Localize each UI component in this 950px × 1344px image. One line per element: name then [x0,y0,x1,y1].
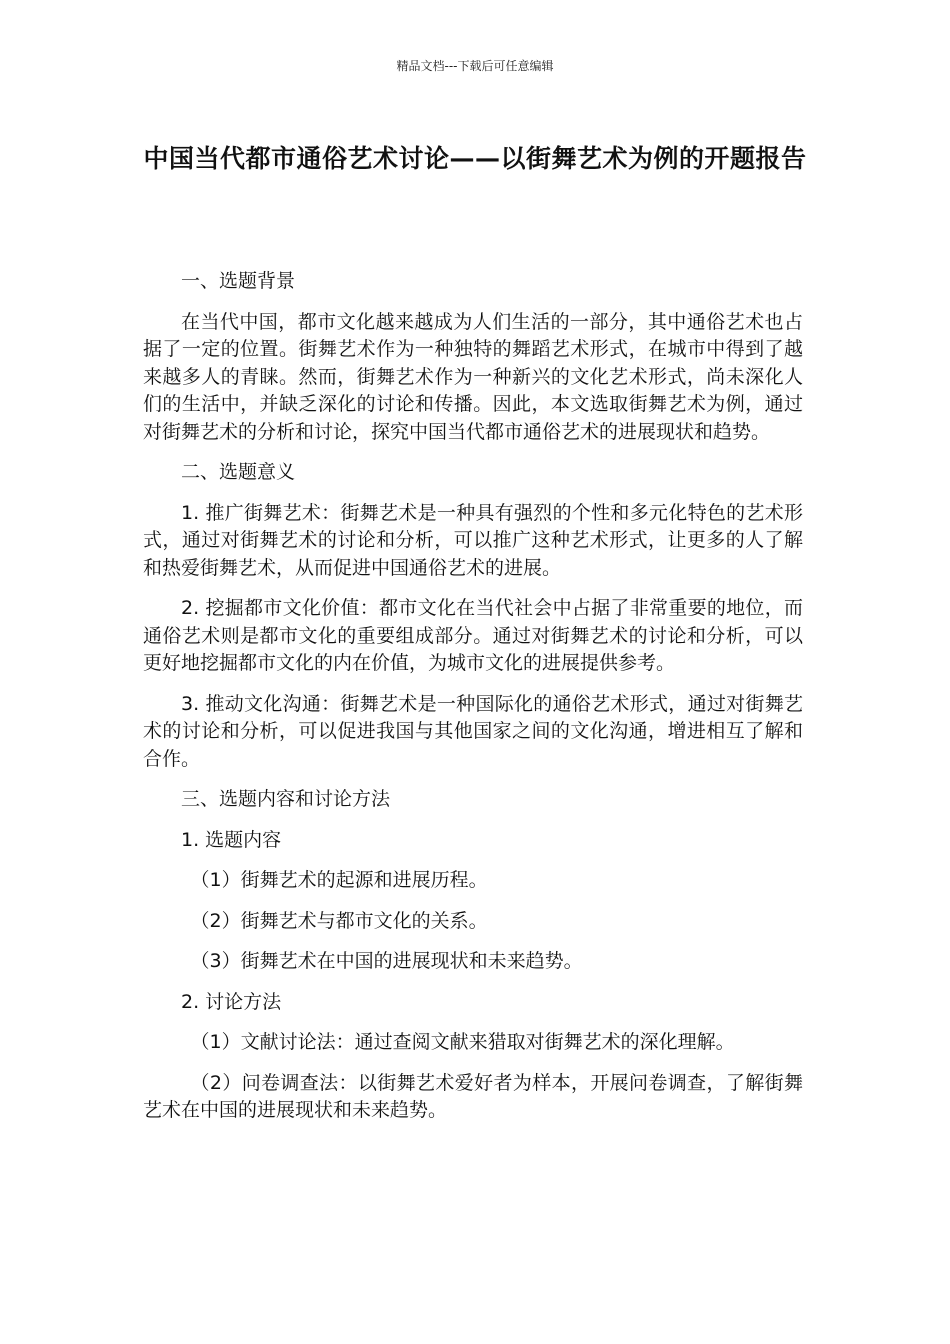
list-item-content-3: （3）街舞艺术在中国的进展现状和未来趋势。 [190,950,583,972]
section-heading-background: 一、选题背景 [181,270,296,292]
paragraph-significance-1: 1. 推广街舞艺术：街舞艺术是一种具有强烈的个性和多元化特色的艺术形式，通过对街舞艺术的讨论和分析，可以推广这种艺术形式，让更多的人了解和热爱街舞艺术，从而促进中国通俗艺术的进展。 [143,501,803,579]
paragraph-significance-3: 3. 推动文化沟通：街舞艺术是一种国际化的通俗艺术形式，通过对街舞艺术的讨论和分析，可以促进我国与其他国家之间的文化沟通，增进相互了解和合作。 [143,692,803,770]
section-heading-significance: 二、选题意义 [181,461,296,483]
subheading-methods: 2. 讨论方法 [181,990,282,1013]
list-item-content-1: （1）街舞艺术的起源和进展历程。 [190,869,488,891]
document-body [143,268,803,1138]
subheading-content: 1. 选题内容 [181,828,282,851]
list-item-content-2: （2）街舞艺术与都市文化的关系。 [190,909,488,932]
list-item-method-1: （1）文献讨论法：通过查阅文献来猎取对街舞艺术的深化理解。 [190,1031,735,1053]
section-heading-content-methods: 三、选题内容和讨论方法 [181,788,391,810]
list-item-method-2: （2）问卷调查法：以街舞艺术爱好者为样本，开展问卷调查，了解街舞艺术在中国的进展现状和未来趋势。 [143,1071,803,1121]
paragraph-background: 在当代中国，都市文化越来越成为人们生活的一部分，其中通俗艺术也占据了一定的位置。街舞艺术作为一种独特的舞蹈艺术形式，在城市中得到了越来越多人的青睐。然而，街舞艺术作为一种新兴的文化艺术形式，尚未深化人们的生活中，并缺乏深化的讨论和传播。因此，本文选取街舞艺术为例，通过对街舞艺术的分析和讨论，探究中国当代都市通俗艺术的进展现状和趋势。 [143,310,803,443]
paragraph-significance-2: 2. 挖掘都市文化价值：都市文化在当代社会中占据了非常重要的地位，而通俗艺术则是都市文化的重要组成部分。通过对街舞艺术的讨论和分析，可以更好地挖掘都市文化的内在价值，为城市文化的进展提供参考。 [143,597,803,674]
document-title: 中国当代都市通俗艺术讨论——以街舞艺术为例的开题报告 [143,144,807,173]
header-note: 精品文档---下载后可任意编辑 [396,59,554,73]
